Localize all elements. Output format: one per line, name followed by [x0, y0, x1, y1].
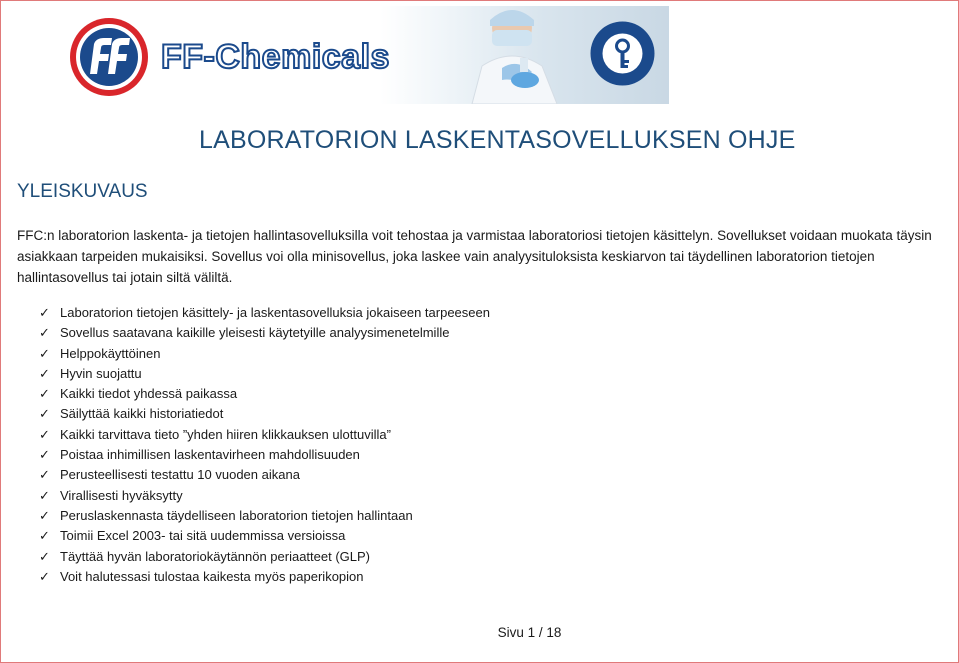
intro-paragraph — [17, 225, 947, 288]
list-item: ✓ Kaikki tiedot yhdessä paikassa — [39, 384, 490, 404]
list-item: ✓ Säilyttää kaikki historiatiedot — [39, 404, 490, 424]
list-item: ✓ Laboratorion tietojen käsittely- ja laskentasovelluksia jokaiseen tarpeeseen — [39, 303, 490, 323]
check-icon: ✓ — [39, 568, 50, 584]
check-icon: ✓ — [39, 305, 50, 320]
check-icon: ✓ — [39, 487, 50, 503]
list-item: ✓ Virallisesti hyväksytty — [39, 486, 490, 506]
intro-line: hallintasovellus tai jotain siltä väliltä. — [17, 270, 233, 285]
list-item: ✓ Toimii Excel 2003- tai sitä uudemmissa versioissa — [39, 526, 490, 546]
section-heading: YLEISKUVAUS — [17, 181, 148, 202]
ff-chemicals-logo-icon — [68, 16, 150, 98]
feature-checklist — [39, 303, 490, 587]
check-icon: ✓ — [39, 507, 50, 523]
page-number: Sivu 1 / 18 — [497, 625, 562, 640]
list-item: ✓ Helppokäyttöinen — [39, 344, 490, 364]
check-icon: ✓ — [39, 548, 50, 564]
check-icon: ✓ — [39, 426, 50, 442]
check-icon: ✓ — [39, 528, 50, 544]
list-item: ✓ Sovellus saatavana kaikille yleisesti käytetyille analyysimenetelmille — [39, 323, 490, 343]
check-icon: ✓ — [39, 406, 50, 422]
intro-line: asiakkaan tarpeiden mukaisiksi. Sovellus voi olla minisovellus, joka laskee vain analyysituloksista keskiarvon tai täydellinen laboratorion tietojen — [17, 249, 875, 264]
list-item: ✓ Kaikki tarvittava tieto ”yhden hiiren klikkauksen ulottuvilla” — [39, 425, 490, 445]
check-icon: ✓ — [39, 447, 50, 463]
check-icon: ✓ — [39, 345, 50, 361]
check-icon: ✓ — [39, 365, 50, 381]
page-footer — [1, 625, 958, 640]
scientist-image — [462, 6, 562, 104]
list-item: ✓ Hyvin suojattu — [39, 364, 490, 384]
check-icon: ✓ — [39, 467, 50, 483]
check-icon: ✓ — [39, 386, 50, 402]
list-item: ✓ Poistaa inhimillisen laskentavirheen mahdollisuuden — [39, 445, 490, 465]
suomalaista-osaamista-seal-icon — [589, 20, 656, 87]
list-item: ✓ Täyttää hyvän laboratoriokäytännön periaatteet (GLP) — [39, 547, 490, 567]
logo-wordmark: FF-Chemicals — [161, 38, 390, 76]
header-banner — [58, 6, 669, 104]
page-title: LABORATORION LASKENTASOVELLUKSEN OHJE — [199, 126, 796, 154]
intro-line: FFC:n laboratorion laskenta- ja tietojen hallintasovelluksilla voit tehostaa ja varmistaa laboratoriosi tietojen käsittelyn. Sovellukset voidaan muokata täysin — [17, 228, 932, 243]
list-item: ✓ Perusteellisesti testattu 10 vuoden aikana — [39, 465, 490, 485]
list-item: ✓ Voit halutessasi tulostaa kaikesta myös paperikopion — [39, 567, 490, 587]
list-item: ✓ Peruslaskennasta täydelliseen laboratorion tietojen hallintaan — [39, 506, 490, 526]
check-icon: ✓ — [39, 325, 50, 341]
